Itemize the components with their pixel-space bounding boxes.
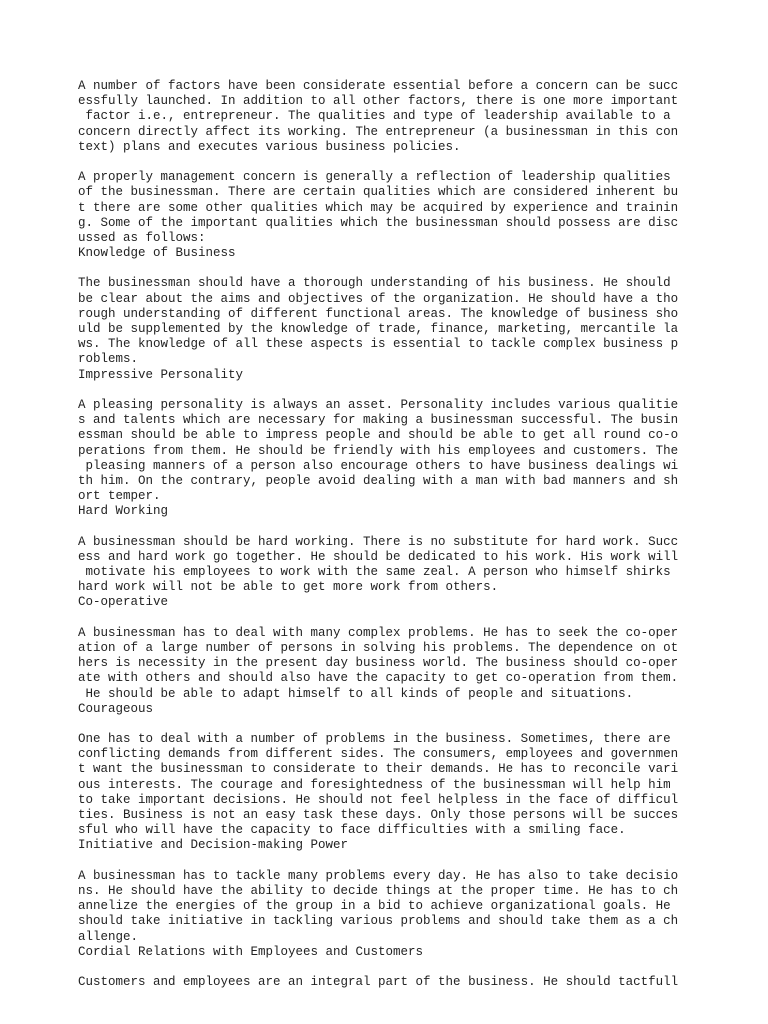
- paragraph-gap: [78, 717, 718, 732]
- paragraph: [78, 869, 718, 960]
- paragraph-gap: [78, 611, 718, 626]
- text-line: allenge.: [78, 929, 139, 944]
- text-line: ous interests. The courage and foresightedness of the businessman will help him: [78, 777, 671, 792]
- text-line: factor i.e., entrepreneur. The qualities and type of leadership available to a: [78, 109, 671, 124]
- text-line: ess and hard work go together. He should be dedicated to his work. His work will: [78, 549, 679, 564]
- text-line: A number of factors have been considerate essential before a concern can be succ: [78, 79, 679, 93]
- text-line: Cordial Relations with Employees and Customers: [78, 944, 424, 959]
- paragraph-gap: [78, 960, 718, 975]
- paragraph-gap: [78, 155, 718, 170]
- paragraph: [78, 276, 718, 382]
- text-line: of the businessman. There are certain qualities which are considered inherent bu: [78, 185, 679, 200]
- text-line: A businessman has to tackle many problems every day. He has also to take decisio: [78, 868, 679, 883]
- text-line: perations from them. He should be friendly with his employees and customers. The: [78, 443, 679, 458]
- text-line: text) plans and executes various business policies.: [78, 139, 461, 154]
- text-line: th him. On the contrary, people avoid dealing with a man with bad manners and sh: [78, 473, 679, 488]
- text-line: One has to deal with a number of problems in the business. Sometimes, there are: [78, 732, 671, 747]
- text-line: ws. The knowledge of all these aspects is essential to tackle complex business p: [78, 337, 679, 352]
- text-line: A businessman should be hard working. There is no substitute for hard work. Succ: [78, 534, 679, 549]
- text-line: to take important decisions. He should not feel helpless in the face of difficul: [78, 792, 679, 807]
- text-line: roblems.: [78, 352, 139, 367]
- text-line: be clear about the aims and objectives of the organization. He should have a tho: [78, 291, 679, 306]
- text-line: Co-operative: [78, 595, 169, 610]
- text-line: concern directly affect its working. The entrepreneur (a businessman in this con: [78, 124, 679, 139]
- text-line: t want the businessman to considerate to their demands. He has to reconcile vari: [78, 762, 679, 777]
- text-line: essfully launched. In addition to all other factors, there is one more important: [78, 94, 679, 109]
- text-line: should take initiative in tackling various problems and should take them as a ch: [78, 914, 679, 929]
- text-line: uld be supplemented by the knowledge of trade, finance, marketing, mercantile la: [78, 322, 679, 336]
- text-line: sful who will have the capacity to face difficulties with a smiling face.: [78, 823, 626, 838]
- text-line: t there are some other qualities which may be acquired by experience and trainin: [78, 200, 679, 215]
- paragraph: [78, 79, 718, 155]
- text-line: Impressive Personality: [78, 367, 244, 382]
- text-line: ties. Business is not an easy task these days. Only those persons will be succes: [78, 808, 679, 822]
- paragraph-gap: [78, 261, 718, 276]
- text-line: ort temper.: [78, 489, 161, 504]
- text-line: pleasing manners of a person also encourage others to have business dealings wi: [78, 458, 679, 473]
- paragraph: [78, 535, 718, 611]
- text-line: essman should be able to impress people and should be able to get all round co-o: [78, 428, 679, 443]
- text-line: s and talents which are necessary for making a businessman successful. The busin: [78, 413, 679, 428]
- text-line: ussed as follows:: [78, 230, 206, 245]
- paragraph: [78, 398, 718, 520]
- paragraph: [78, 732, 718, 854]
- text-line: motivate his employees to work with the same zeal. A person who himself shirks: [78, 565, 671, 579]
- text-line: hard work will not be able to get more work from others.: [78, 580, 499, 595]
- text-line: Knowledge of Business: [78, 246, 236, 261]
- text-line: Hard Working: [78, 504, 169, 519]
- text-line: Initiative and Decision-making Power: [78, 838, 349, 853]
- text-line: A pleasing personality is always an asset. Personality includes various qualitie: [78, 397, 679, 412]
- paragraph: [78, 170, 718, 261]
- text-line: A properly management concern is generally a reflection of leadership qualities: [78, 170, 671, 185]
- paragraph: [78, 975, 718, 990]
- paragraph-gap: [78, 383, 718, 398]
- text-line: rough understanding of different functional areas. The knowledge of business sho: [78, 306, 679, 321]
- paragraph-gap: [78, 519, 718, 534]
- paragraph-gap: [78, 854, 718, 869]
- paragraph: [78, 626, 718, 717]
- text-line: Customers and employees are an integral part of the business. He should tactfull: [78, 975, 679, 990]
- text-line: annelize the energies of the group in a bid to achieve organizational goals. He: [78, 899, 671, 914]
- document-body: [78, 79, 718, 990]
- text-line: ns. He should have the ability to decide things at the proper time. He has to ch: [78, 883, 679, 898]
- text-line: hers is necessity in the present day business world. The business should co-oper: [78, 656, 679, 671]
- text-line: Courageous: [78, 701, 154, 716]
- text-line: The businessman should have a thorough understanding of his business. He should: [78, 276, 671, 291]
- text-line: g. Some of the important qualities which the businessman should possess are disc: [78, 215, 679, 230]
- text-line: A businessman has to deal with many complex problems. He has to seek the co-oper: [78, 625, 679, 640]
- text-line: He should be able to adapt himself to all kinds of people and situations.: [78, 686, 634, 701]
- text-line: ate with others and should also have the capacity to get co-operation from them.: [78, 671, 679, 686]
- text-line: ation of a large number of persons in solving his problems. The dependence on ot: [78, 640, 679, 655]
- text-line: conflicting demands from different sides. The consumers, employees and governmen: [78, 747, 679, 762]
